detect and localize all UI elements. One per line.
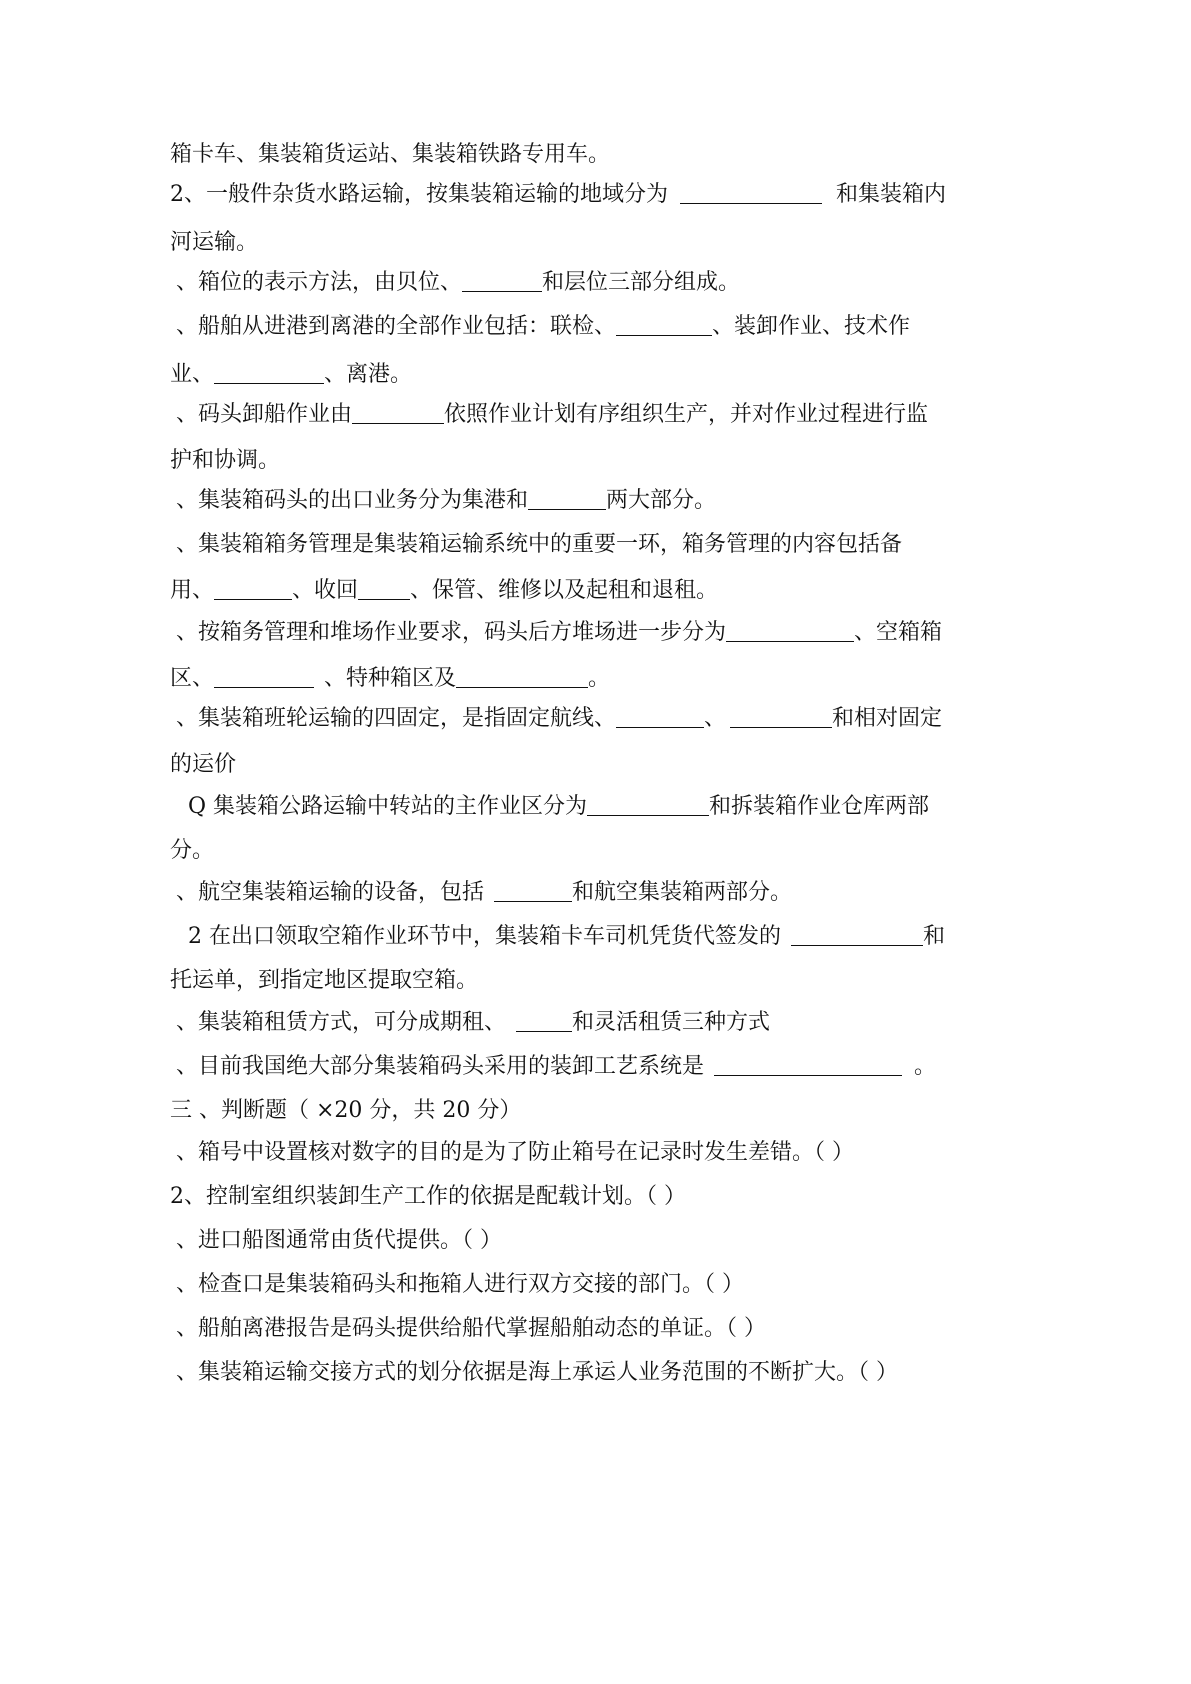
text-line: 业、 、离港。	[170, 362, 413, 387]
answer-blank[interactable]	[616, 705, 704, 728]
question-13: 、集装箱租赁方式，可分成期租、 和灵活租赁三种方式	[176, 1010, 771, 1035]
question-6: 、集装箱码头的出口业务分为集港和 两大部分。	[176, 488, 717, 513]
answer-blank[interactable]	[587, 793, 709, 816]
question-14: 、目前我国绝大部分集装箱码头采用的装卸工艺系统是 。	[176, 1054, 937, 1079]
answer-blank[interactable]	[680, 181, 822, 204]
question-2: 2、一般件杂货水路运输，按集装箱运输的地域分为 和集装箱内	[170, 182, 947, 207]
question-5: 、码头卸船作业由 依照作业计划有序组织生产，并对作业过程进行监	[176, 402, 929, 427]
answer-blank[interactable]	[726, 619, 854, 642]
answer-blank[interactable]	[516, 1009, 572, 1032]
text-line: 分。	[170, 838, 215, 863]
answer-blank[interactable]	[528, 487, 606, 510]
text-line: 用、 、收回 、保管、维修以及起租和退租。	[170, 578, 719, 603]
section-heading: 三 、判断题（ ×20 分，共 20 分）	[170, 1098, 522, 1123]
answer-blank[interactable]	[616, 313, 712, 336]
question-11: 、航空集装箱运输的设备，包括 和航空集装箱两部分。	[176, 880, 793, 905]
question-7: 、集装箱箱务管理是集装箱运输系统中的重要一环，箱务管理的内容包括备	[176, 532, 903, 557]
answer-blank[interactable]	[214, 577, 292, 600]
answer-blank[interactable]	[352, 401, 444, 424]
answer-blank[interactable]	[456, 665, 588, 688]
answer-blank[interactable]	[214, 665, 314, 688]
question-4: 、船舶从进港到离港的全部作业包括：联检、 、装卸作业、技术作	[176, 314, 911, 339]
judge-item: 、集装箱运输交接方式的划分依据是海上承运人业务范围的不断扩大。（ ）	[176, 1360, 898, 1385]
judge-item: 、箱号中设置核对数字的目的是为了防止箱号在记录时发生差错。（ ）	[176, 1140, 854, 1165]
question-9: 、集装箱班轮运输的四固定，是指固定航线、 、 和相对固定	[176, 706, 943, 731]
text-line: 区、 、特种箱区及 。	[170, 666, 611, 691]
text-line: 箱卡车、集装箱货运站、集装箱铁路专用车。	[170, 142, 611, 167]
answer-blank[interactable]	[791, 923, 923, 946]
judge-item: 、船舶离港报告是码头提供给船代掌握船舶动态的单证。（ ）	[176, 1316, 766, 1341]
judge-item: 2、控制室组织装卸生产工作的依据是配载计划。（ ）	[170, 1184, 686, 1209]
judge-item: 、检查口是集装箱码头和拖箱人进行双方交接的部门。（ ）	[176, 1272, 744, 1297]
answer-blank[interactable]	[214, 361, 324, 384]
answer-blank[interactable]	[714, 1053, 902, 1076]
question-12: 2 在出口领取空箱作业环节中，集装箱卡车司机凭货代签发的 和	[188, 924, 946, 949]
answer-blank[interactable]	[730, 705, 832, 728]
judge-item: 、进口船图通常由货代提供。（ ）	[176, 1228, 502, 1253]
answer-blank[interactable]	[462, 269, 542, 292]
answer-blank[interactable]	[494, 879, 572, 902]
text-line: 护和协调。	[170, 448, 281, 473]
text-line: 托运单，到指定地区提取空箱。	[170, 968, 479, 993]
text-line: 河运输。	[170, 230, 259, 255]
question-8: 、按箱务管理和堆场作业要求，码头后方堆场进一步分为 、空箱箱	[176, 620, 943, 645]
text-line: 的运价	[170, 752, 237, 777]
question-10: Q 集装箱公路运输中转站的主作业区分为 和拆装箱作业仓库两部	[188, 794, 930, 819]
answer-blank[interactable]	[358, 577, 410, 600]
question-3: 、箱位的表示方法，由贝位、 和层位三部分组成。	[176, 270, 741, 295]
